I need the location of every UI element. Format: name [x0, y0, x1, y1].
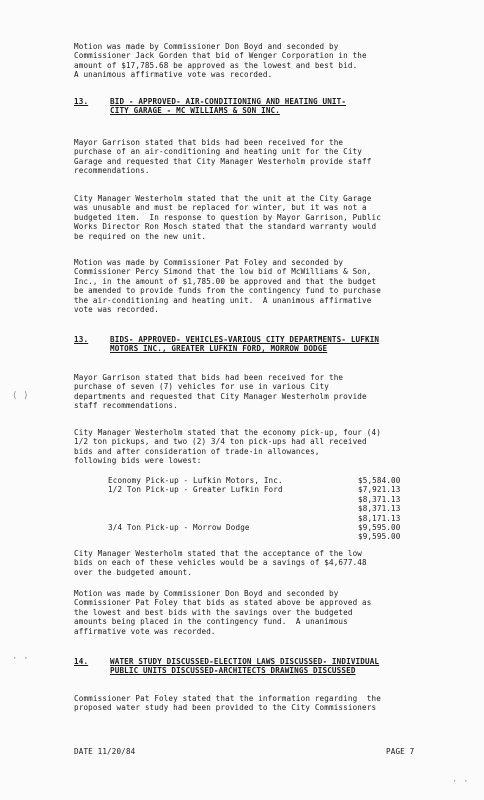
heading-line: WATER STUDY DISCUSSED-ELECTION LAWS DISCUSSED- INDIVIDUAL — [110, 657, 380, 666]
text-line: Inc., in the amount of $1,785.00 be approved and that the budget — [74, 276, 377, 286]
text-line: Commissioner Pat Foley that bids as stated above be approved as — [74, 598, 372, 608]
binding-hole-mark: · · — [12, 654, 29, 664]
section-title — [110, 657, 379, 676]
text-line: purchase of seven (7) vehicles for use in various City — [74, 382, 329, 392]
bid-row — [108, 504, 438, 513]
section-number: 13. — [74, 335, 89, 344]
text-line: recommendations. — [74, 166, 150, 176]
text-line: Commissioner Percy Simond that the low bid of McWilliams & Son, — [74, 267, 372, 277]
bid-list — [108, 476, 438, 542]
text-line: be amended to provide funds from the contingency fund to purchase — [74, 286, 381, 296]
section-number: 14. — [74, 657, 89, 666]
bid-amount: $8,171.13 — [358, 513, 401, 523]
paragraph-manager-vehicles — [74, 428, 446, 466]
bid-row — [108, 514, 438, 523]
text-line: amounts being placed in the contingency fund. A unanimous — [74, 617, 348, 627]
text-line: bids on each of these vehicles would be a savings of $4,677.48 — [74, 558, 367, 568]
text-line: departments and requested that City Manager Westerholm provide — [74, 391, 367, 401]
bid-amount: $9,595.00 — [358, 522, 401, 532]
text-line: Motion was made by Commissioner Don Boyd and seconded by — [74, 589, 339, 598]
bid-amount: $8,371.13 — [358, 504, 401, 514]
text-line: amount of $17,785.68 be approved as the lowest and best bid. — [74, 60, 358, 70]
text-line: following bids were lowest: — [74, 456, 202, 466]
text-line: budgeted item. In response to question by Mayor Garrison, Public — [74, 212, 381, 222]
text-line: was unusable and must be replaced for winter, but it was not a — [74, 203, 367, 213]
text-line: proposed water study had been provided to the City Commissioners — [74, 703, 377, 713]
text-line: bids and after consideration of trade-in allowances, — [74, 446, 320, 456]
heading-line: BID - APPROVED- AIR-CONDITIONING AND HEATING UNIT- — [110, 97, 347, 106]
text-line: the air-conditioning and heating unit. A unanimous affirmative — [74, 295, 372, 305]
text-line: Mayor Garrison stated that bids had been received for the — [74, 138, 344, 147]
paragraph-motion-mcwilliams — [74, 258, 446, 314]
text-line: over the budgeted amount. — [74, 567, 193, 577]
section-title — [110, 335, 379, 354]
text-line: Works Director Ron Mosch stated that the standard warranty would — [74, 222, 377, 232]
footer-page-number: PAGE 7 — [386, 747, 415, 756]
text-line: 1/2 ton pickups, and two (2) 3/4 ton pick-ups had all received — [74, 437, 367, 447]
text-line: Garage and requested that City Manager Westerholm provide staff — [74, 156, 372, 166]
bid-row — [108, 476, 438, 485]
bid-amount: $7,921.13 — [358, 485, 401, 495]
section-number: 13. — [74, 97, 89, 106]
corner-mark: · · — [452, 777, 469, 787]
paragraph-motion-vehicles — [74, 589, 446, 636]
text-line: Commissioner Pat Foley stated that the information regarding the — [74, 694, 381, 703]
bid-row — [108, 485, 438, 494]
bid-description: Economy Pick-up - Lufkin Motors, Inc. — [108, 476, 283, 485]
bid-description: 3/4 Ton Pick-up - Morrow Dodge — [108, 522, 250, 532]
bid-row — [108, 495, 438, 504]
section-title — [110, 97, 346, 116]
paragraph-motion-wenger — [74, 42, 446, 80]
text-line: Motion was made by Commissioner Don Boyd and seconded by — [74, 42, 339, 51]
binding-hole-mark: ⟨ ⟩ — [12, 391, 29, 401]
heading-line: PUBLIC UNITS DISCUSSED-ARCHITECTS DRAWINGS DISCUSSED — [110, 666, 356, 676]
text-line: Mayor Garrison stated that bids had been received for the — [74, 373, 344, 382]
text-line: City Manager Westerholm stated that the economy pick-up, four (4) — [74, 428, 381, 437]
text-line: staff recommendations. — [74, 401, 178, 411]
paragraph-savings — [74, 549, 446, 577]
footer-date: DATE 11/20/84 — [74, 747, 136, 756]
paragraph-water-study — [74, 694, 446, 713]
bid-amount: $5,584.00 — [358, 476, 401, 485]
text-line: purchase of an air-conditioning and heating unit for the City — [74, 147, 363, 157]
text-line: the lowest and best bids with the savings over the budgeted — [74, 607, 353, 617]
heading-line: CITY GARAGE - MC WILLIAMS & SON INC. — [110, 106, 280, 116]
bid-amount: $8,371.13 — [358, 494, 401, 504]
paragraph-mayor-ac-bids — [74, 138, 446, 176]
text-line: vote was recorded. — [74, 305, 159, 315]
text-line: affirmative vote was recorded. — [74, 626, 216, 636]
paragraph-manager-garage-unit — [74, 194, 446, 241]
bid-description: 1/2 Ton Pick-up - Greater Lufkin Ford — [108, 485, 283, 495]
text-line: Motion was made by Commissioner Pat Foley and seconded by — [74, 258, 344, 267]
bid-amount: $9,595.00 — [358, 532, 401, 542]
text-line: A unanimous affirmative vote was recorded. — [74, 70, 273, 80]
bid-row — [108, 532, 438, 541]
heading-line: MOTORS INC., GREATER LUFKIN FORD, MORROW DODGE — [110, 344, 328, 354]
heading-line: BIDS- APPROVED- VEHICLES-VARIOUS CITY DEPARTMENTS- LUFKIN — [110, 335, 380, 344]
text-line: City Manager Westerholm stated that the acceptance of the low — [74, 549, 363, 558]
paragraph-mayor-vehicle-bids — [74, 373, 446, 411]
text-line: City Manager Westerholm stated that the unit at the City Garage — [74, 194, 372, 203]
bid-row — [108, 523, 438, 532]
text-line: Commissioner Jack Gorden that bid of Wenger Corporation in the — [74, 51, 367, 61]
text-line: be required on the new unit. — [74, 231, 207, 241]
